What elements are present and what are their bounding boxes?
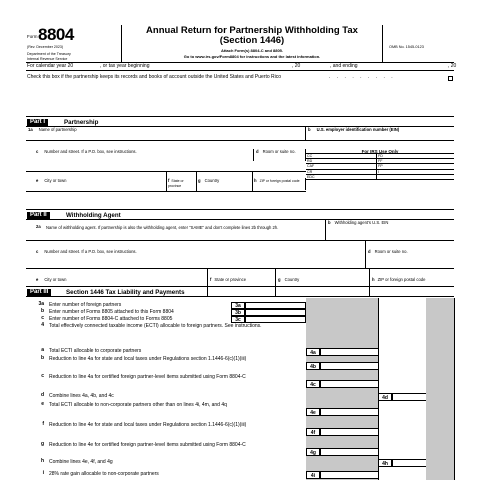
- line-box-label: 4h: [378, 459, 392, 467]
- line-num: 3a: [38, 301, 44, 307]
- field-2a-agent-name[interactable]: [26, 220, 326, 241]
- line-num: c: [41, 315, 44, 321]
- part3-tag: Part III: [27, 289, 51, 296]
- field-label: Name of withholding agent. If partnership is also the withholding agent, enter "SAME" and don't complete lines 2b through 2h.: [46, 225, 279, 230]
- line-box-label: 4a: [306, 348, 320, 356]
- line-num: 1a: [28, 127, 33, 132]
- line-num: e: [36, 178, 39, 183]
- amount-field[interactable]: [320, 428, 378, 436]
- field-2d-agent-room[interactable]: [366, 241, 454, 269]
- line-text: Reduction to line 4a for certified foreign partner-level items submitted using Form 8804-C: [49, 374, 246, 380]
- line-text: Enter number of Forms 8804-C attached to Forms 8805: [49, 316, 173, 322]
- instructions-link[interactable]: Go to www.irs.gov/Form8804 for instructions and the latest information.: [183, 53, 321, 59]
- field-label: Name of partnership: [38, 127, 77, 132]
- part2-header: [26, 209, 454, 220]
- line-text: Reduction to line 4e for certified foreign partner-level items submitted using Form 8804-C: [49, 442, 246, 448]
- line-text: 28% rate gain allocable to non-corporate partners: [49, 471, 159, 477]
- line-box-label: 4i: [306, 471, 320, 479]
- line-num: b: [40, 355, 44, 361]
- line-num: b: [328, 220, 331, 225]
- irs-code-left: CAF: [307, 164, 315, 169]
- irs-col-divider: [376, 175, 377, 180]
- form-header: [26, 25, 454, 63]
- line-box-label: 3c: [231, 316, 245, 323]
- tax-year-begin-year: , 20: [292, 63, 301, 69]
- line-text: Enter number of foreign partners: [49, 302, 122, 308]
- field-label: City or town: [44, 277, 67, 282]
- line-num: g: [40, 441, 44, 447]
- part1-header: [26, 116, 454, 127]
- field-label: Room or suite no.: [262, 149, 296, 154]
- irs-code-right: FD: [378, 154, 383, 158]
- line-num: f: [168, 178, 170, 183]
- part1-title: Partnership: [64, 118, 99, 126]
- form-subtitle: (Section 1446): [219, 34, 285, 46]
- field-label: U.S. employer identification number (EIN): [316, 127, 400, 132]
- amount-field[interactable]: [245, 316, 306, 323]
- field-1d-room[interactable]: [254, 149, 306, 161]
- amount-field[interactable]: [320, 380, 378, 388]
- amount-field[interactable]: [320, 362, 378, 370]
- line-num: 2a: [36, 224, 41, 229]
- line-text: Combine lines 4a, 4b, and 4c: [49, 393, 114, 399]
- irs-use-only-box: [306, 149, 454, 180]
- agency-name: Internal Revenue Service: [27, 57, 68, 61]
- line-num: b: [308, 127, 311, 132]
- field-1g-country[interactable]: [196, 178, 252, 188]
- irs-code-row: [306, 175, 454, 180]
- amount-field[interactable]: [392, 393, 426, 401]
- line-box-label: 4g: [306, 448, 320, 456]
- tax-year-end-year: , 20: [448, 63, 457, 69]
- line-num: g: [198, 178, 201, 183]
- irs-code-left: CR: [307, 169, 313, 174]
- field-label: State or province: [168, 179, 184, 188]
- records-check-label: Check this box if the partnership keeps its records and books of account outside the United States and Puerto Rico: [27, 74, 282, 80]
- tax-year-begin-label: , or tax year beginning: [100, 63, 150, 69]
- row-divider: [26, 191, 306, 192]
- line-num: g: [278, 277, 281, 282]
- line-text: Enter number of Forms 8805 attached to this Form 8804: [49, 309, 174, 315]
- line-num: e: [36, 277, 39, 282]
- field-label: Room or suite no.: [374, 249, 408, 254]
- line-text: Total ECTI allocable to non-corporate partners other than on lines 4i, 4m, and 4q: [49, 402, 227, 408]
- field-1c-street[interactable]: [26, 149, 254, 161]
- line-num: b: [40, 308, 44, 314]
- line-box-label: 4d: [378, 393, 392, 401]
- line-box-label: 4f: [306, 428, 320, 436]
- amount-field[interactable]: [320, 408, 378, 416]
- field-label: ZIP or foreign postal code: [259, 179, 300, 183]
- irs-code-left: CC: [307, 154, 313, 158]
- line-box-label: 3a: [231, 302, 245, 309]
- form-title-block: [122, 25, 382, 63]
- field-1f-state[interactable]: [166, 178, 196, 190]
- records-check-line: [26, 71, 454, 82]
- line-num: c: [36, 249, 39, 254]
- line-box-label: 4c: [306, 380, 320, 388]
- form-number: 8804: [38, 25, 74, 44]
- field-2c-agent-street[interactable]: [26, 241, 366, 269]
- line-box-label: 4e: [306, 408, 320, 416]
- amount-field[interactable]: [320, 448, 378, 456]
- line-num: h: [254, 178, 257, 183]
- line-box-label: 3b: [231, 309, 245, 316]
- irs-code-left: EDC: [307, 174, 315, 179]
- irs-use-only-title: For IRS Use Only: [306, 149, 454, 154]
- field-1a-partnership-name[interactable]: [26, 127, 306, 141]
- department-name: Department of the Treasury: [27, 52, 71, 56]
- irs-code-left: RD: [307, 159, 313, 164]
- shaded-column-right: [426, 298, 454, 480]
- leader-dots: . . . . . . . . .: [329, 74, 396, 80]
- irs-code-right: FF: [378, 159, 383, 164]
- omb-number: OMB No. 1545-0123: [389, 45, 424, 49]
- line-num: h: [40, 458, 44, 464]
- line-text: Combine lines 4e, 4f, and 4g: [49, 459, 113, 465]
- part1-tag: Part I: [27, 119, 48, 126]
- line-num: f: [210, 277, 212, 282]
- line-num: i: [42, 470, 44, 476]
- line-num: e: [41, 401, 44, 407]
- part3-header: [26, 286, 454, 297]
- irs-code-rows: [306, 154, 454, 180]
- field-label: Country: [284, 277, 300, 282]
- field-label: Number and street. If a P.O. box, see instructions.: [44, 149, 137, 154]
- form-id-block: [26, 25, 122, 63]
- line-num: c: [36, 149, 39, 154]
- field-label: State or province: [214, 277, 247, 282]
- irs-code-right: FP: [378, 164, 383, 169]
- line-num: d: [40, 392, 44, 398]
- tax-year-line: [26, 63, 457, 71]
- line-box-label: 4b: [306, 362, 320, 370]
- line-num: d: [368, 249, 371, 254]
- line-text: Total ECTI allocable to corporate partners: [49, 348, 142, 354]
- attach-note: Attach Form(s) 8804-C and 8805.: [220, 47, 284, 53]
- irs-code-right: I: [378, 169, 379, 174]
- revision-date: (Rev. December 2023): [27, 45, 64, 49]
- records-outside-us-checkbox[interactable]: [448, 76, 453, 81]
- amount-field[interactable]: [245, 302, 306, 309]
- omb-block: [382, 25, 454, 63]
- amount-field[interactable]: [320, 471, 378, 479]
- line-num: f: [42, 421, 44, 427]
- line-num: c: [41, 373, 44, 379]
- calendar-year-label: For calendar year 20: [27, 63, 74, 69]
- line-text: Reduction to line 4a for state and local taxes under Regulations section 1.1446-6(c)(1)(iii): [49, 356, 247, 362]
- tax-year-end-label: , and ending: [330, 63, 358, 69]
- form-word: Form: [27, 34, 38, 39]
- field-label: ZIP or foreign postal code: [377, 277, 426, 282]
- field-2b-agent-ein[interactable]: [326, 220, 454, 241]
- field-1e-city[interactable]: [26, 178, 166, 188]
- line-text: Reduction to line 4e for state and local taxes under Regulations section 1.1446-6(c)(1)(iii): [49, 422, 247, 428]
- amount-field[interactable]: [392, 459, 426, 467]
- col-divider: [378, 298, 379, 480]
- field-label: Withholding agent's U.S. EIN: [334, 220, 389, 225]
- amount-field[interactable]: [320, 348, 378, 356]
- field-1b-ein[interactable]: [306, 127, 454, 141]
- field-1h-zip[interactable]: [252, 178, 306, 190]
- col-divider: [454, 298, 455, 480]
- form-title: Annual Return for Partnership Withholding Tax: [146, 25, 358, 36]
- spacer: [26, 151, 30, 153]
- line-text: Total effectively connected taxable income (ECTI) allocable to foreign partners. See instructions.: [49, 323, 262, 329]
- line-num: 4: [41, 322, 44, 328]
- part2-tag: Part II: [27, 212, 50, 219]
- line-num: a: [41, 347, 44, 353]
- field-label: Number and street. If a P.O. box, see instructions.: [44, 249, 137, 254]
- line-num: h: [372, 277, 375, 282]
- part3-title: Section 1446 Tax Liability and Payments: [66, 288, 185, 296]
- field-label: City or town: [44, 178, 67, 183]
- part2-title: Withholding Agent: [66, 211, 121, 219]
- amount-field[interactable]: [245, 309, 306, 316]
- field-label: Country: [204, 178, 220, 183]
- line-num: d: [256, 149, 259, 154]
